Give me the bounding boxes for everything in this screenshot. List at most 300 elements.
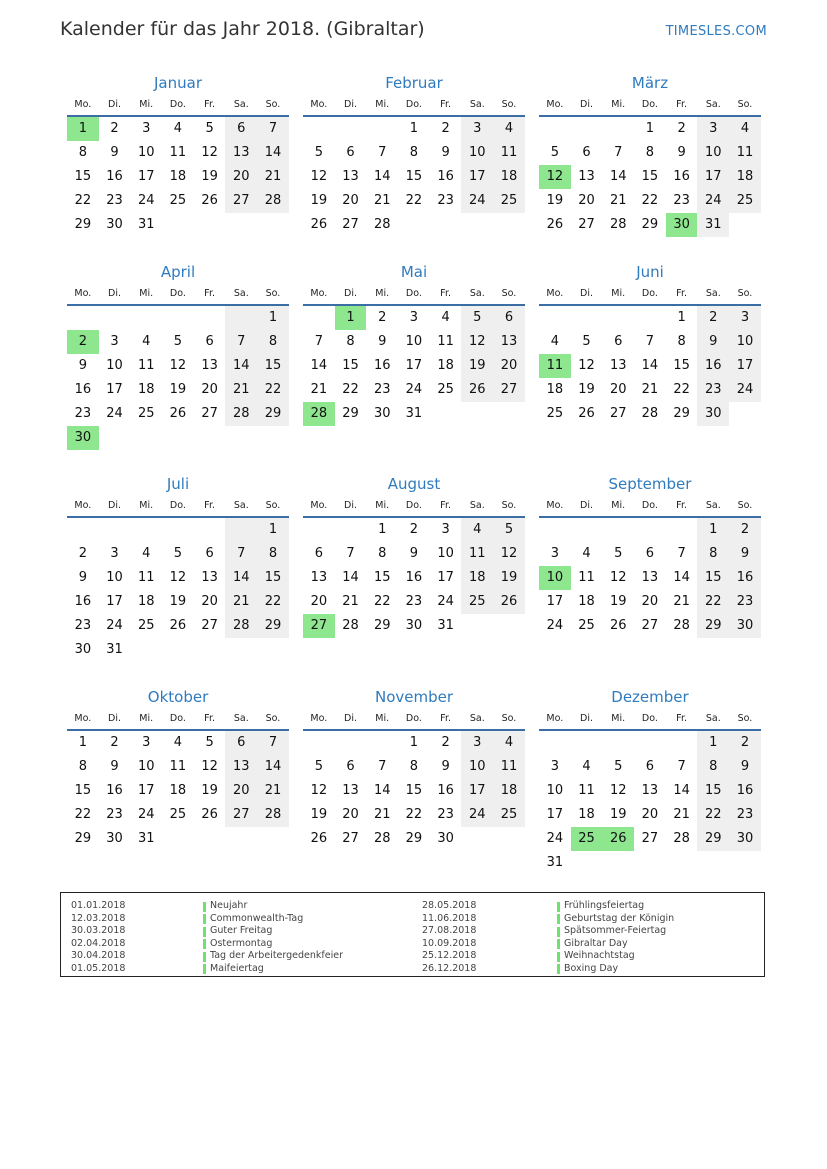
weekday-label: Di. bbox=[580, 713, 594, 724]
day-cell: 13 bbox=[493, 330, 525, 354]
holiday-day: 10 bbox=[539, 566, 571, 590]
month-name: Juni bbox=[636, 263, 664, 281]
day-cell: 27 bbox=[225, 803, 257, 827]
day-cell: 21 bbox=[342, 594, 359, 609]
weekday-label: Fr. bbox=[204, 713, 215, 724]
day-cell: 17 bbox=[437, 570, 454, 585]
day-cell: 10 bbox=[106, 570, 123, 585]
day-cell: 8 bbox=[78, 145, 87, 160]
holiday-name: Geburtstag der Königin bbox=[564, 912, 675, 924]
day-cell: 4 bbox=[493, 117, 525, 141]
day-cell: 10 bbox=[697, 141, 729, 165]
day-cell: 26 bbox=[609, 618, 627, 633]
day-cell: 12 bbox=[310, 169, 328, 184]
day-cell: 13 bbox=[201, 570, 218, 585]
day-cell: 3 bbox=[441, 522, 450, 537]
day-cell: 30 bbox=[405, 618, 423, 633]
day-cell: 15 bbox=[257, 354, 289, 378]
weekday-label: Fr. bbox=[204, 99, 215, 110]
weekday-label: Sa. bbox=[469, 500, 485, 511]
day-cell: 19 bbox=[461, 354, 493, 378]
month-1 bbox=[67, 73, 289, 237]
weekday-label: Do. bbox=[169, 288, 186, 299]
day-cell: 7 bbox=[257, 117, 289, 141]
weekday-label: Mo. bbox=[546, 288, 564, 299]
holiday-name: Maifeiertag bbox=[210, 962, 264, 974]
day-cell: 22 bbox=[342, 382, 359, 397]
month-name: April bbox=[160, 263, 196, 281]
day-cell: 7 bbox=[614, 145, 623, 160]
day-cell: 17 bbox=[137, 783, 155, 798]
empty-cell bbox=[571, 731, 603, 755]
day-cell: 28 bbox=[673, 618, 690, 633]
month-name: Juli bbox=[166, 475, 190, 493]
day-cell: 29 bbox=[342, 406, 359, 421]
day-cell: 18 bbox=[729, 165, 761, 189]
day-cell: 22 bbox=[257, 378, 289, 402]
weekday-label: Di. bbox=[580, 288, 594, 299]
day-cell: 3 bbox=[142, 121, 151, 136]
day-grid bbox=[67, 731, 289, 851]
weekday-label: So. bbox=[737, 500, 753, 511]
weekday-label: Mo. bbox=[74, 99, 92, 110]
day-cell: 10 bbox=[405, 334, 423, 349]
day-cell: 6 bbox=[645, 546, 655, 561]
holiday-date: 02.04.2018 bbox=[71, 937, 126, 949]
day-cell: 14 bbox=[373, 169, 391, 184]
day-cell: 21 bbox=[609, 193, 627, 208]
day-cell: 22 bbox=[373, 594, 391, 609]
day-cell: 9 bbox=[110, 145, 119, 160]
month-name: November bbox=[374, 688, 454, 706]
empty-cell bbox=[335, 731, 367, 755]
day-cell: 2 bbox=[729, 518, 761, 542]
day-cell: 9 bbox=[729, 755, 761, 779]
month-name: Dezember bbox=[611, 688, 689, 706]
day-cell: 31 bbox=[137, 831, 155, 846]
holiday-marker bbox=[203, 927, 206, 937]
day-cell: 4 bbox=[582, 759, 591, 774]
weekday-label: Do. bbox=[641, 500, 658, 511]
day-cell: 21 bbox=[310, 382, 328, 397]
weekday-label: Mo. bbox=[546, 713, 564, 724]
holiday-name: Gibraltar Day bbox=[564, 937, 628, 949]
day-cell: 18 bbox=[546, 382, 564, 397]
day-cell: 26 bbox=[169, 406, 187, 421]
weekday-label: So. bbox=[501, 713, 517, 724]
day-cell: 8 bbox=[645, 145, 655, 160]
day-cell: 16 bbox=[697, 354, 729, 378]
day-cell: 9 bbox=[441, 759, 450, 774]
day-cell: 24 bbox=[437, 594, 454, 609]
day-cell: 10 bbox=[729, 330, 761, 354]
day-cell: 14 bbox=[257, 141, 289, 165]
weekday-label: Mo. bbox=[310, 713, 328, 724]
empty-cell bbox=[666, 731, 698, 755]
day-grid bbox=[539, 306, 761, 426]
holiday-date: 30.04.2018 bbox=[71, 950, 126, 961]
weekday-label: Do. bbox=[405, 500, 422, 511]
month-3 bbox=[539, 73, 761, 237]
day-cell: 11 bbox=[169, 145, 187, 160]
weekday-label: So. bbox=[501, 99, 517, 110]
holiday-date: 11.06.2018 bbox=[422, 912, 477, 924]
day-cell: 24 bbox=[137, 193, 155, 208]
weekday-label: Do. bbox=[641, 713, 658, 724]
day-cell: 10 bbox=[546, 783, 564, 798]
day-cell: 1 bbox=[409, 121, 419, 136]
weekday-label: Di. bbox=[108, 500, 122, 511]
day-cell: 26 bbox=[310, 217, 328, 232]
empty-cell bbox=[634, 306, 666, 330]
day-cell: 13 bbox=[342, 169, 359, 184]
empty-cell bbox=[539, 731, 571, 755]
holiday-date: 01.01.2018 bbox=[71, 900, 126, 911]
weekday-label: Fr. bbox=[204, 500, 215, 511]
day-cell: 20 bbox=[578, 193, 595, 208]
empty-cell bbox=[303, 117, 335, 141]
month-8 bbox=[303, 474, 525, 638]
day-cell: 1 bbox=[645, 121, 655, 136]
day-cell: 3 bbox=[729, 306, 761, 330]
weekday-label: Di. bbox=[344, 288, 358, 299]
month-name: Oktober bbox=[147, 688, 209, 706]
holiday-name: Commonwealth-Tag bbox=[210, 912, 304, 924]
day-cell: 4 bbox=[441, 310, 450, 325]
weekday-label: Sa. bbox=[705, 500, 721, 511]
day-cell: 17 bbox=[729, 354, 761, 378]
weekday-label: Mi. bbox=[611, 288, 626, 299]
day-cell: 15 bbox=[342, 358, 359, 373]
day-cell: 9 bbox=[729, 542, 761, 566]
day-cell: 24 bbox=[546, 831, 564, 846]
day-cell: 26 bbox=[201, 807, 218, 822]
empty-cell bbox=[666, 518, 698, 542]
weekday-label: Mi. bbox=[139, 713, 154, 724]
day-cell: 14 bbox=[257, 755, 289, 779]
day-cell: 22 bbox=[405, 193, 423, 208]
weekday-label: Sa. bbox=[469, 288, 485, 299]
day-cell: 16 bbox=[106, 169, 123, 184]
weekday-label: Do. bbox=[169, 99, 186, 110]
holiday-marker bbox=[557, 939, 560, 949]
day-cell: 23 bbox=[106, 807, 123, 822]
holiday-marker bbox=[203, 964, 206, 974]
weekday-label: So. bbox=[501, 500, 517, 511]
month-name: Mai bbox=[400, 263, 428, 281]
day-cell: 15 bbox=[74, 169, 92, 184]
weekday-label: Mo. bbox=[310, 288, 328, 299]
month-2 bbox=[303, 73, 525, 237]
day-cell: 13 bbox=[609, 358, 627, 373]
empty-cell bbox=[303, 518, 335, 542]
day-cell: 28 bbox=[373, 217, 391, 232]
day-cell: 13 bbox=[310, 570, 328, 585]
day-cell: 5 bbox=[205, 735, 214, 750]
day-cell: 18 bbox=[578, 807, 595, 822]
holiday-marker bbox=[203, 914, 206, 924]
day-cell: 20 bbox=[342, 193, 359, 208]
day-cell: 27 bbox=[578, 217, 595, 232]
day-cell: 17 bbox=[697, 165, 729, 189]
day-cell: 16 bbox=[729, 779, 761, 803]
day-grid bbox=[303, 731, 525, 851]
day-cell: 4 bbox=[173, 735, 183, 750]
empty-cell bbox=[67, 518, 99, 542]
day-cell: 28 bbox=[673, 831, 690, 846]
day-cell: 4 bbox=[582, 546, 591, 561]
day-cell: 29 bbox=[373, 618, 391, 633]
day-cell: 7 bbox=[257, 731, 289, 755]
day-cell: 20 bbox=[310, 594, 328, 609]
empty-cell bbox=[571, 306, 603, 330]
day-cell: 16 bbox=[106, 783, 123, 798]
day-cell: 6 bbox=[582, 145, 591, 160]
weekday-label: Mo. bbox=[546, 99, 564, 110]
day-cell: 6 bbox=[614, 334, 623, 349]
day-cell: 2 bbox=[110, 121, 119, 136]
day-cell: 5 bbox=[550, 145, 559, 160]
weekday-label: Fr. bbox=[440, 288, 451, 299]
day-cell: 8 bbox=[78, 759, 87, 774]
day-cell: 1 bbox=[257, 518, 289, 542]
day-cell: 19 bbox=[609, 594, 627, 609]
day-cell: 5 bbox=[461, 306, 493, 330]
day-cell: 18 bbox=[578, 594, 595, 609]
day-cell: 24 bbox=[461, 189, 493, 213]
day-cell: 4 bbox=[142, 334, 151, 349]
day-cell: 22 bbox=[74, 193, 92, 208]
day-cell: 1 bbox=[677, 310, 686, 325]
day-cell: 7 bbox=[314, 334, 323, 349]
holiday-day: 27 bbox=[303, 614, 335, 638]
weekday-header bbox=[539, 498, 761, 518]
day-cell: 8 bbox=[257, 542, 289, 566]
day-cell: 11 bbox=[169, 759, 187, 774]
day-cell: 15 bbox=[405, 783, 423, 798]
day-cell: 23 bbox=[74, 618, 92, 633]
day-cell: 1 bbox=[409, 735, 419, 750]
weekday-label: Mo. bbox=[546, 500, 564, 511]
month-name: Januar bbox=[154, 74, 202, 92]
day-cell: 18 bbox=[493, 165, 525, 189]
day-cell: 30 bbox=[437, 831, 454, 846]
day-cell: 19 bbox=[169, 594, 187, 609]
weekday-label: Fr. bbox=[440, 500, 451, 511]
empty-cell bbox=[162, 306, 194, 330]
weekday-header bbox=[539, 711, 761, 731]
month-12 bbox=[539, 687, 761, 875]
weekday-label: Di. bbox=[344, 99, 358, 110]
day-cell: 21 bbox=[257, 165, 289, 189]
day-cell: 23 bbox=[106, 193, 123, 208]
day-cell: 23 bbox=[405, 594, 423, 609]
day-cell: 11 bbox=[137, 358, 155, 373]
day-cell: 30 bbox=[697, 402, 729, 426]
holiday-marker bbox=[557, 914, 560, 924]
day-cell: 20 bbox=[225, 165, 257, 189]
weekday-label: Do. bbox=[641, 99, 658, 110]
day-cell: 10 bbox=[137, 759, 155, 774]
day-cell: 26 bbox=[169, 618, 187, 633]
day-cell: 6 bbox=[346, 759, 355, 774]
weekday-label: Do. bbox=[169, 713, 186, 724]
day-cell: 17 bbox=[461, 779, 493, 803]
day-cell: 20 bbox=[201, 594, 218, 609]
brand-link[interactable]: TIMESLES.COM bbox=[665, 24, 767, 39]
day-cell: 4 bbox=[493, 731, 525, 755]
day-cell: 23 bbox=[373, 382, 391, 397]
holiday-name: Ostermontag bbox=[210, 937, 273, 949]
weekday-label: Mo. bbox=[74, 713, 92, 724]
empty-cell bbox=[539, 117, 571, 141]
day-cell: 3 bbox=[110, 546, 119, 561]
weekday-label: Mi. bbox=[375, 713, 390, 724]
weekday-label: Fr. bbox=[440, 99, 451, 110]
day-cell: 23 bbox=[74, 406, 92, 421]
day-cell: 17 bbox=[106, 594, 123, 609]
day-cell: 8 bbox=[378, 546, 387, 561]
day-cell: 6 bbox=[205, 546, 214, 561]
day-cell: 26 bbox=[578, 406, 595, 421]
weekday-label: Di. bbox=[580, 500, 594, 511]
day-cell: 9 bbox=[110, 759, 119, 774]
empty-cell bbox=[602, 306, 634, 330]
empty-cell bbox=[130, 518, 162, 542]
holiday-date: 28.05.2018 bbox=[422, 900, 477, 911]
day-cell: 14 bbox=[609, 169, 627, 184]
day-cell: 31 bbox=[697, 213, 729, 237]
day-cell: 16 bbox=[74, 594, 92, 609]
day-cell: 15 bbox=[405, 169, 423, 184]
holiday-day: 11 bbox=[539, 354, 571, 378]
holiday-day: 30 bbox=[67, 426, 99, 450]
weekday-label: So. bbox=[737, 288, 753, 299]
day-cell: 23 bbox=[437, 807, 454, 822]
holiday-date: 26.12.2018 bbox=[422, 962, 477, 974]
weekday-label: Do. bbox=[405, 713, 422, 724]
day-cell: 10 bbox=[461, 141, 493, 165]
weekday-label: Sa. bbox=[705, 288, 721, 299]
day-cell: 15 bbox=[74, 783, 92, 798]
day-cell: 14 bbox=[225, 354, 257, 378]
day-cell: 2 bbox=[78, 546, 87, 561]
empty-cell bbox=[539, 306, 571, 330]
day-cell: 20 bbox=[493, 354, 525, 378]
day-cell: 6 bbox=[645, 759, 655, 774]
holiday-legend bbox=[60, 892, 765, 977]
holiday-day: 25 bbox=[571, 827, 603, 851]
day-cell: 29 bbox=[74, 217, 92, 232]
page-title: Kalender für das Jahr 2018. (Gibraltar) bbox=[60, 18, 425, 40]
weekday-header bbox=[303, 498, 525, 518]
weekday-label: Mo. bbox=[74, 288, 92, 299]
day-cell: 5 bbox=[205, 121, 214, 136]
day-cell: 9 bbox=[78, 570, 87, 585]
day-cell: 17 bbox=[137, 169, 155, 184]
day-cell: 18 bbox=[137, 382, 155, 397]
holiday-date: 10.09.2018 bbox=[422, 937, 477, 949]
day-cell: 23 bbox=[697, 378, 729, 402]
day-cell: 22 bbox=[74, 807, 92, 822]
day-cell: 19 bbox=[310, 807, 328, 822]
day-cell: 21 bbox=[673, 594, 690, 609]
day-cell: 5 bbox=[173, 334, 183, 349]
day-cell: 15 bbox=[373, 570, 391, 585]
holiday-day: 12 bbox=[539, 165, 571, 189]
day-cell: 8 bbox=[257, 330, 289, 354]
weekday-label: So. bbox=[265, 713, 281, 724]
empty-cell bbox=[130, 306, 162, 330]
weekday-label: Di. bbox=[580, 99, 594, 110]
day-cell: 10 bbox=[437, 546, 454, 561]
day-cell: 24 bbox=[729, 378, 761, 402]
day-cell: 21 bbox=[257, 779, 289, 803]
day-cell: 30 bbox=[729, 614, 761, 638]
empty-cell bbox=[571, 518, 603, 542]
holiday-marker bbox=[557, 964, 560, 974]
day-cell: 15 bbox=[697, 779, 729, 803]
holiday-date: 25.12.2018 bbox=[422, 950, 477, 961]
day-cell: 6 bbox=[314, 546, 323, 561]
month-7 bbox=[67, 474, 289, 662]
day-cell: 26 bbox=[461, 378, 493, 402]
month-10 bbox=[67, 687, 289, 851]
day-cell: 2 bbox=[378, 310, 387, 325]
day-cell: 28 bbox=[342, 618, 359, 633]
weekday-label: Mi. bbox=[139, 500, 154, 511]
holiday-marker bbox=[557, 902, 560, 912]
empty-cell bbox=[335, 518, 367, 542]
day-cell: 4 bbox=[173, 121, 183, 136]
day-cell: 4 bbox=[142, 546, 151, 561]
day-cell: 15 bbox=[257, 566, 289, 590]
day-cell: 13 bbox=[225, 755, 257, 779]
holiday-marker bbox=[557, 927, 560, 937]
day-cell: 5 bbox=[582, 334, 591, 349]
day-cell: 29 bbox=[257, 402, 289, 426]
empty-cell bbox=[366, 731, 398, 755]
day-cell: 18 bbox=[169, 169, 187, 184]
empty-cell bbox=[602, 731, 634, 755]
weekday-label: Di. bbox=[108, 713, 122, 724]
weekday-label: Mi. bbox=[611, 713, 626, 724]
day-cell: 9 bbox=[409, 546, 419, 561]
day-cell: 7 bbox=[677, 546, 686, 561]
weekday-header bbox=[67, 711, 289, 731]
day-cell: 20 bbox=[201, 382, 218, 397]
day-cell: 1 bbox=[697, 518, 729, 542]
day-cell: 8 bbox=[409, 145, 419, 160]
day-cell: 23 bbox=[437, 193, 454, 208]
day-cell: 5 bbox=[173, 546, 183, 561]
holiday-marker bbox=[203, 939, 206, 949]
day-cell: 12 bbox=[201, 145, 218, 160]
day-cell: 15 bbox=[673, 358, 690, 373]
day-cell: 5 bbox=[614, 759, 623, 774]
day-cell: 9 bbox=[441, 145, 450, 160]
day-cell: 21 bbox=[373, 807, 391, 822]
weekday-label: So. bbox=[265, 99, 281, 110]
day-cell: 2 bbox=[729, 731, 761, 755]
day-cell: 5 bbox=[614, 546, 623, 561]
day-cell: 12 bbox=[201, 759, 218, 774]
day-cell: 13 bbox=[641, 570, 659, 585]
weekday-label: Mi. bbox=[139, 99, 154, 110]
day-cell: 12 bbox=[609, 783, 627, 798]
empty-cell bbox=[634, 518, 666, 542]
weekday-label: Sa. bbox=[705, 99, 721, 110]
